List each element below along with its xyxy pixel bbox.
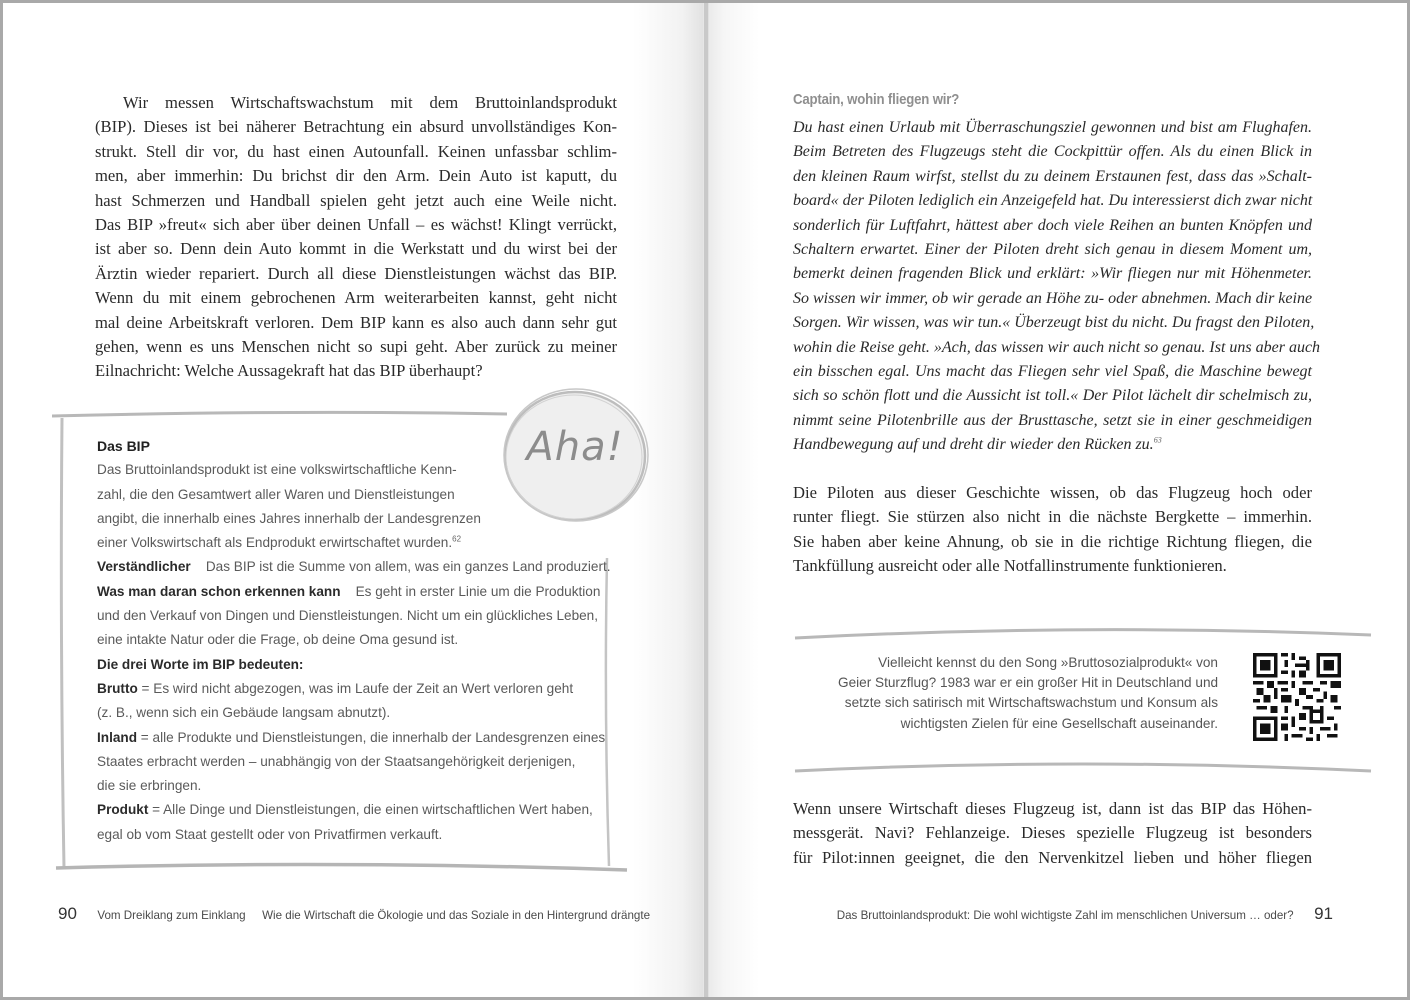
- text-line: Sie haben aber keine Ahnung, ob sie in die richtige Richtung fliegen, die: [793, 531, 1312, 551]
- definition-line: angibt, die innerhalb eines Jahres innerhalb der Landesgrenzen: [97, 510, 481, 526]
- term-line: die sie erbringen.: [97, 778, 202, 794]
- text-line: mal deine Arbeitskraft verloren. Dem BIP kann es also auch dann sehr gut: [95, 312, 617, 332]
- chapter-title: Vom Dreiklang zum Einklang: [97, 909, 246, 922]
- text-line: Ärztin wieder repariert. Durch all diese Dienstleistungen wächst das BIP.: [95, 263, 617, 283]
- aha-label: Aha!: [526, 424, 624, 470]
- page-number: 91: [1314, 904, 1333, 923]
- song-text: Vielleicht kennst du den Song »Bruttosozialprodukt« von Geier Sturzflug? 1983 war er ein großer Hit in Deutschland und setzte sich satirisch mit Wirtschaftswachstum und Konsum als wichtigsten Zielen für eine Gesellschaft auseinander.: [838, 655, 1219, 731]
- aha-badge: [500, 386, 650, 526]
- definition-line: zahl, die den Gesamtwert aller Waren und Dienstleistungen: [97, 486, 455, 502]
- story-line: board« der Piloten lediglich ein Anzeigefeld hat. Du interessierst dich zwar nicht: [793, 192, 1313, 210]
- text-line: ist aber so. Denn dein Auto kommt in die Werkstatt und du wirst bei der: [95, 239, 617, 259]
- simpler-line: Verständlicher Das BIP ist die Summe von allem, was ein ganzes Land produziert.: [97, 559, 611, 575]
- text-line: strukt. Stell dir vor, du hast einen Autounfall. Keinen unfassbar schlim-: [95, 141, 617, 161]
- simpler-label: Verständlicher: [97, 559, 191, 575]
- text-line: Tankfüllung ausreicht oder alle Notfallinstrumente funktionieren.: [793, 556, 1227, 576]
- story-line: wohin die Reise geht. »Ach, das wissen wir auch nicht so genau. Ist uns aber auch: [793, 338, 1321, 356]
- story-title: Captain, wohin fliegen wir?: [793, 91, 960, 108]
- story-line: sich so schön flott und die Aussicht ist toll.« Der Pilot lächelt dir schelmisch zu,: [793, 387, 1312, 405]
- story-line: Du hast einen Urlaub mit Überraschungsziel gewonnen und bist am Flughafen.: [793, 119, 1312, 136]
- footer-left: [58, 904, 650, 924]
- page-number: 90: [58, 904, 77, 923]
- footnote-marker[interactable]: 63: [1153, 435, 1162, 445]
- qr-code-icon[interactable]: [1253, 653, 1341, 741]
- term-line: Staates erbracht werden – unabhängig von der Staatsangehörigkeit derjenigen,: [97, 753, 576, 769]
- story-line: Schaltern erwartet. Einer der Piloten dreht sich genau in diesem Moment um,: [793, 241, 1312, 259]
- story-line: Handbewegung auf und dreht dir wieder den Rücken zu.$^{63}$: [793, 435, 1162, 454]
- text-line: runter fliegt. Sie stürzen also nicht in die nächste Bergkette – immerhin.: [793, 507, 1312, 527]
- story-line: So wissen wir immer, ob wir gerade an Höhe zu- oder abnehmen. Mach dir keine: [793, 289, 1313, 307]
- song-callout: [793, 625, 1373, 775]
- running-head: Das Bruttoinlandsprodukt: Die wohl wichtigste Zahl im menschlichen Universum … oder?: [836, 909, 1294, 922]
- story-line: Beim Betreten des Flugzeugs steht die Cockpittür offen. Als du einen Blick in: [793, 143, 1312, 161]
- term-line: (z. B., wenn sich ein Gebäude langsam abnutzt).: [97, 705, 391, 721]
- insight-line: eine intakte Natur oder die Frage, ob deine Oma gesund ist.: [97, 632, 459, 648]
- text-line: Wenn unsere Wirtschaft dieses Flugzeug ist, dann ist das BIP das Höhen-: [793, 799, 1312, 818]
- intro-paragraph: [95, 91, 617, 384]
- text-line: für Pilot:innen geeignet, die den Nervenkitzel lieben und höher fliegen: [793, 847, 1312, 867]
- book-gutter-edge: [708, 3, 709, 997]
- insight-line: und den Verkauf von Dingen und Dienstleistungen. Nicht um ein glückliches Leben,: [97, 608, 599, 624]
- story-line: bemerkt deinen fragenden Blick und erklärt: »Wir fliegen nur mit Höhenmeter.: [793, 265, 1312, 283]
- story-line: sonderlich für Luftfahrt, hättest aber doch viele Reihen an bunten Knöpfen und: [793, 216, 1312, 234]
- story-line: ein bisschen egal. Uns macht das Fliegen sehr viel Spaß, die Maschine bewegt: [793, 363, 1312, 381]
- final-paragraph: [793, 797, 1312, 870]
- insight-label: Was man daran schon erkennen kann: [97, 583, 341, 599]
- text-line: Wir messen Wirtschaftswachstum mit dem Bruttoinlandsprodukt: [123, 93, 617, 112]
- definition-line: Das Bruttoinlandsprodukt ist eine volkswirtschaftliche Kenn-: [97, 462, 457, 478]
- story-paragraph: [793, 116, 1321, 458]
- footnote-marker[interactable]: 62: [452, 534, 462, 544]
- text-line: Das BIP »freut« sich aber über deinen Unfall – es wächst! Klingt verrückt,: [95, 215, 617, 235]
- story-line: Sorgen. Wir wissen, was wir tun.« Überzeugt bist du nicht. Du fragst den Piloten,: [793, 314, 1315, 332]
- text-line: messgerät. Navi? Fehlanzeige. Dieses spezielle Flugzeug ist besonders: [793, 823, 1312, 843]
- definition-line: einer Volkswirtschaft als Endprodukt erwirtschaftet wurden.$^{62}$: [97, 534, 462, 551]
- story-line: nimmt seine Pilotenbrille aus der Brusttasche, setzt sie in einer geschmeidigen: [793, 411, 1312, 429]
- section-title: Wie die Wirtschaft die Ökologie und das Soziale in den Hintergrund drängte: [262, 909, 651, 922]
- info-title: Das BIP: [97, 438, 150, 454]
- term-line: egal ob vom Staat gestellt oder von Privatfirmen verkauft.: [97, 826, 443, 842]
- insight-line: Was man daran schon erkennen kann Es geht in erster Linie um die Produktion: [97, 583, 601, 599]
- text-line: Eilnachricht: Welche Aussagekraft hat das BIP überhaupt?: [95, 361, 483, 381]
- text-line: Wenn du mit einem gebrochenen Arm weiterarbeiten kannst, geht nicht: [95, 288, 617, 308]
- text-line: (BIP). Dieses ist bei näherer Betrachtung ein absurd unvollständiges Kon-: [95, 117, 617, 137]
- text-line: hast Schmerzen und Handball spielen geht jetzt auch eine Weile nicht.: [95, 190, 617, 210]
- footer-right: [837, 904, 1333, 924]
- words-heading: Die drei Worte im BIP bedeuten:: [97, 656, 304, 672]
- conclusion-paragraph: [793, 481, 1312, 579]
- story-line: den kleinen Raum wirfst, stellst du zu deinem Erstaunen fest, dass das »Schalt-: [793, 167, 1312, 185]
- text-line: gehen, wenn es uns Menschen nicht so supi geht. Aber zurück zu meiner: [95, 337, 617, 357]
- term-produkt: Produkt = Alle Dinge und Dienstleistungen, die einen wirtschaftlichen Wert haben,: [97, 802, 593, 818]
- term-brutto: Brutto = Es wird nicht abgezogen, was im Laufe der Zeit an Wert verloren geht: [97, 680, 574, 696]
- text-line: Die Piloten aus dieser Geschichte wissen, ob das Flugzeug hoch oder: [793, 483, 1312, 502]
- text-line: men, aber immerhin: Du brichst dir den Arm. Dein Auto ist kaputt, du: [95, 166, 617, 186]
- term-inland: Inland = alle Produkte und Dienstleistungen, die innerhalb der Landesgrenzen eines: [97, 729, 606, 745]
